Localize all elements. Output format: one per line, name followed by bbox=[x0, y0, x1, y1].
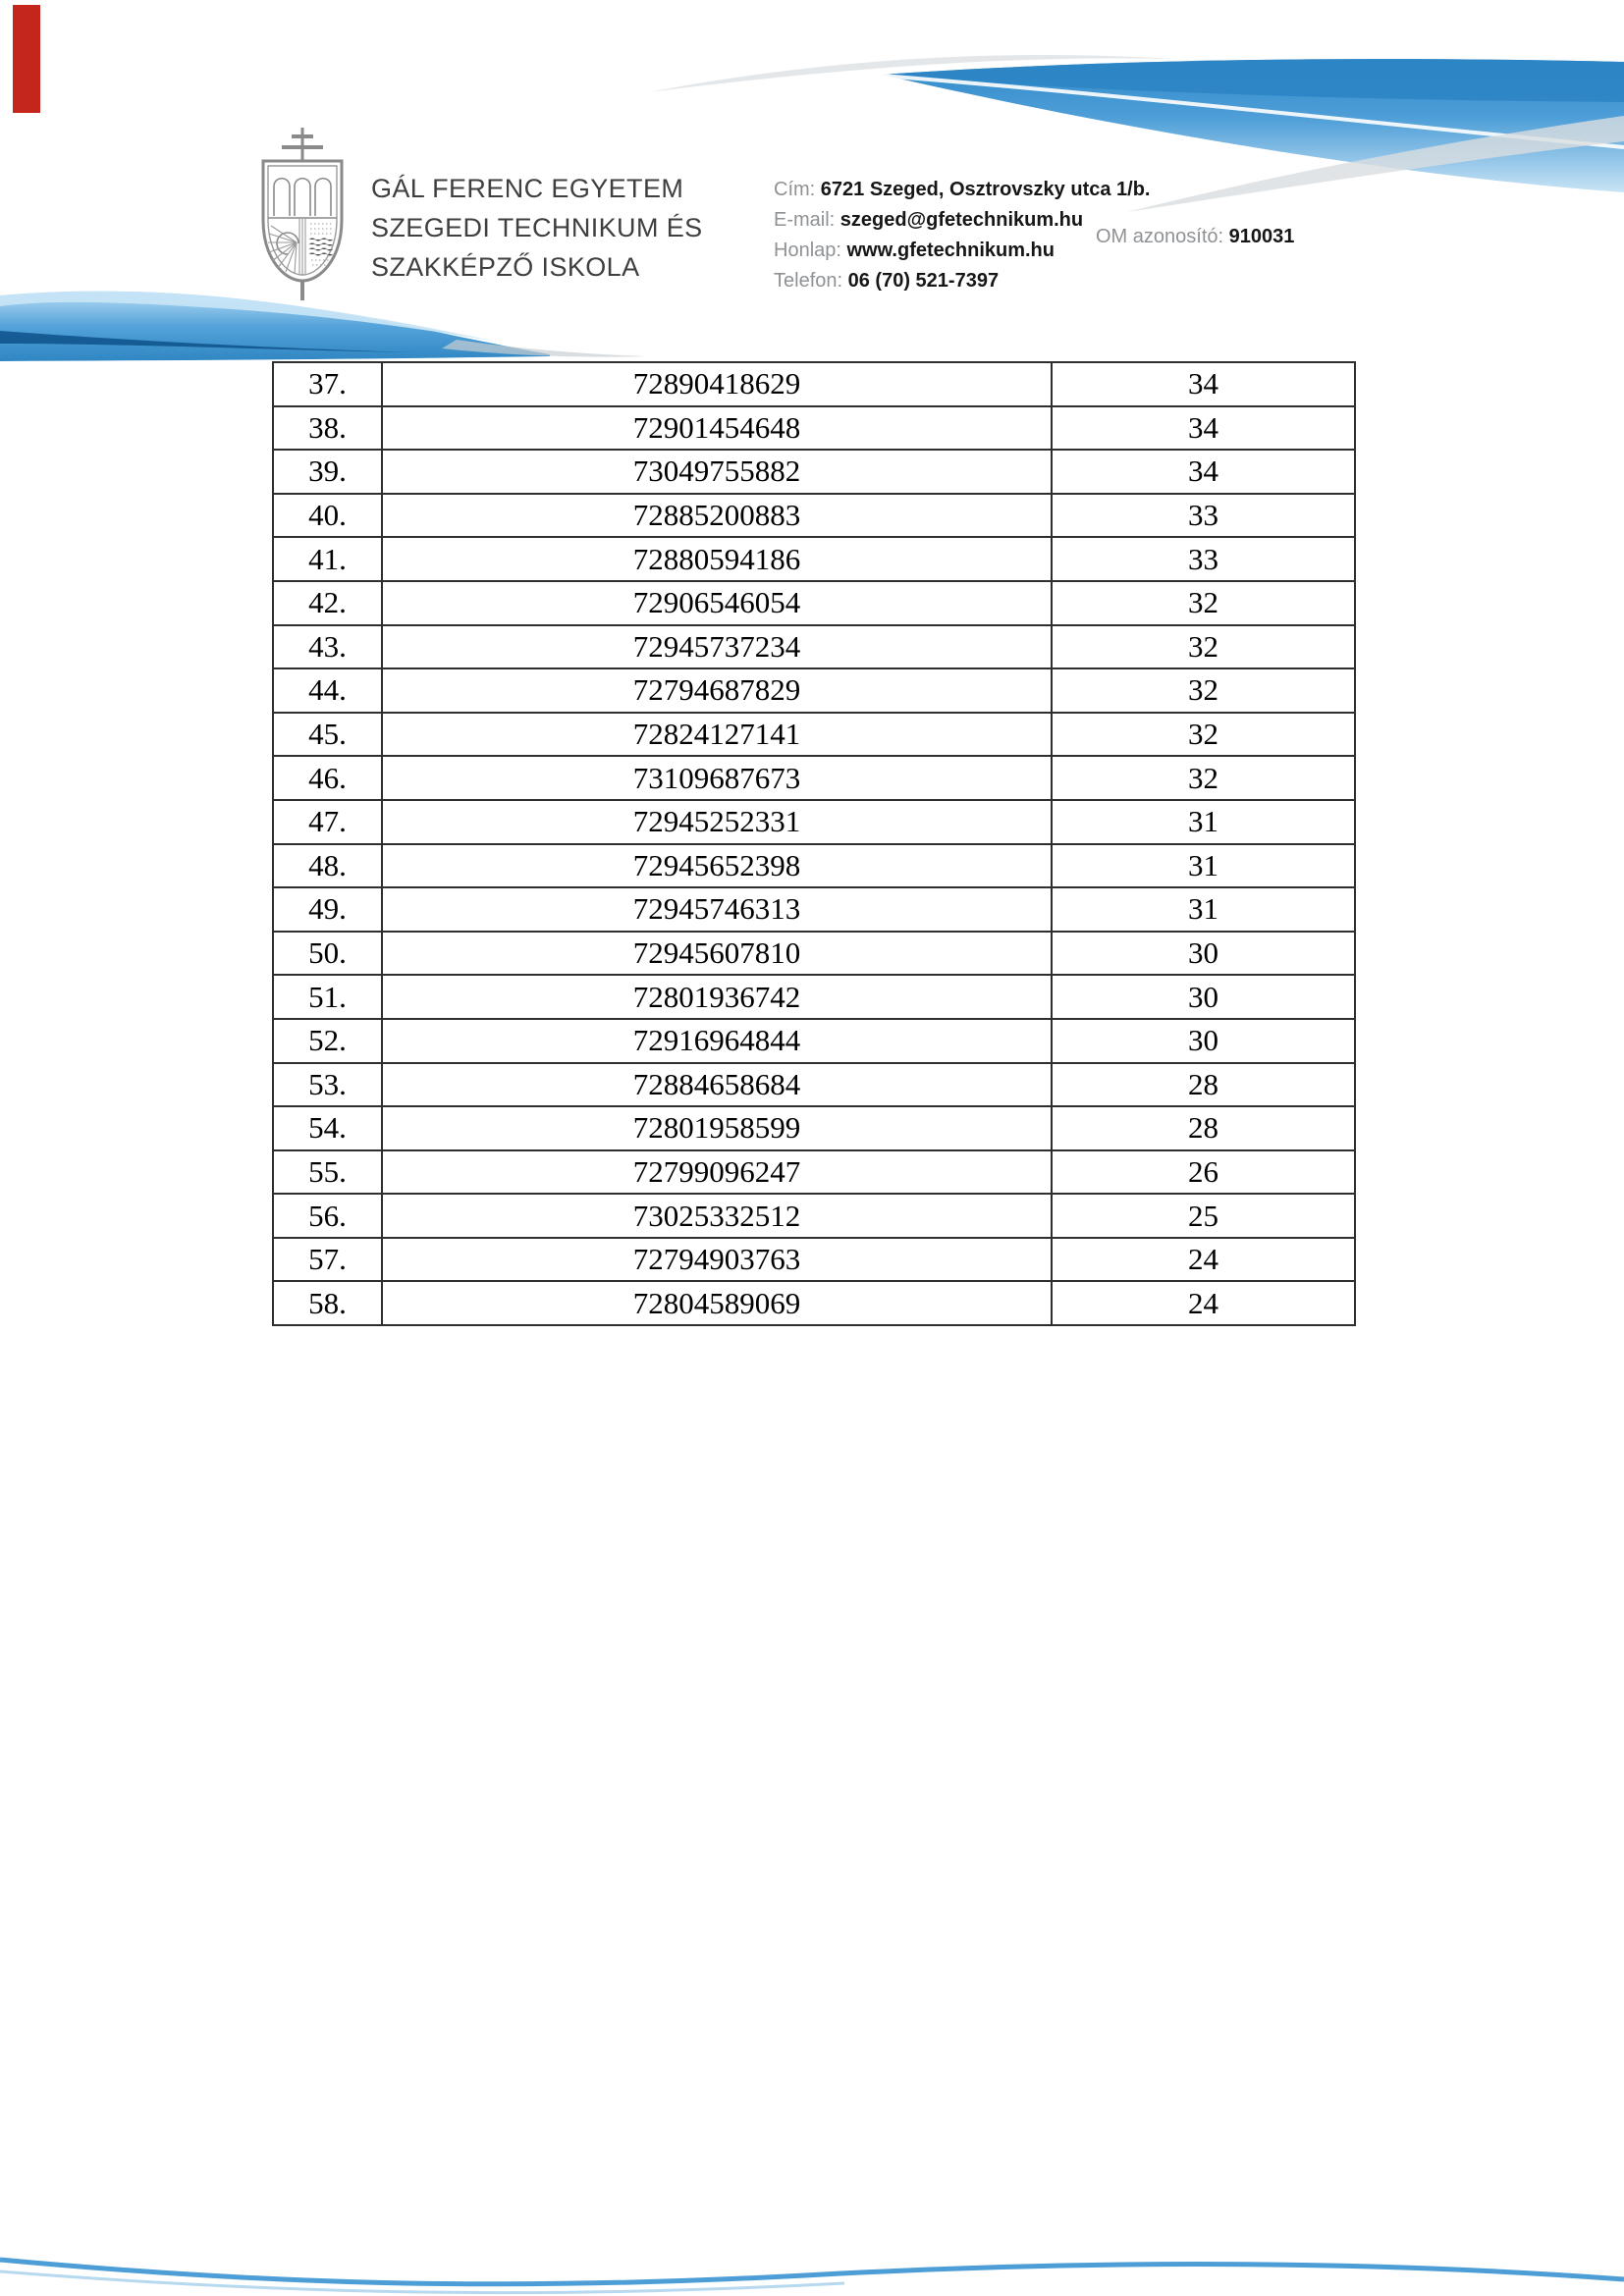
result-row bbox=[273, 494, 1355, 538]
rank-cell: 37. bbox=[273, 362, 382, 406]
score-cell: 31 bbox=[1052, 800, 1355, 844]
rank-cell: 40. bbox=[273, 494, 382, 538]
score-cell: 32 bbox=[1052, 713, 1355, 757]
score-cell: 30 bbox=[1052, 975, 1355, 1019]
result-row bbox=[273, 668, 1355, 713]
score-cell: 26 bbox=[1052, 1150, 1355, 1195]
rank-cell: 44. bbox=[273, 668, 382, 713]
crest-shield bbox=[263, 161, 342, 300]
result-row bbox=[273, 932, 1355, 976]
score-cell: 24 bbox=[1052, 1281, 1355, 1325]
school-name-line: SZEGEDI TECHNIKUM ÉS bbox=[371, 213, 703, 242]
result-row bbox=[273, 406, 1355, 451]
rank-cell: 46. bbox=[273, 756, 382, 800]
score-cell: 31 bbox=[1052, 887, 1355, 932]
applicant-id-cell: 72945737234 bbox=[382, 625, 1052, 669]
applicant-id-cell: 72890418629 bbox=[382, 362, 1052, 406]
result-row bbox=[273, 581, 1355, 625]
score-cell: 28 bbox=[1052, 1063, 1355, 1107]
applicant-id-cell: 72801958599 bbox=[382, 1106, 1052, 1150]
result-row bbox=[273, 887, 1355, 932]
applicant-id-cell: 72916964844 bbox=[382, 1019, 1052, 1063]
contact-address-row bbox=[774, 175, 1150, 205]
score-cell: 25 bbox=[1052, 1194, 1355, 1238]
phone-label: Telefon: bbox=[774, 270, 843, 292]
score-cell: 34 bbox=[1052, 362, 1355, 406]
rank-cell: 55. bbox=[273, 1150, 382, 1195]
applicant-id-cell: 72906546054 bbox=[382, 581, 1052, 625]
result-row bbox=[273, 800, 1355, 844]
applicant-id-cell: 72901454648 bbox=[382, 406, 1052, 451]
result-row bbox=[273, 713, 1355, 757]
applicant-id-cell: 72794687829 bbox=[382, 668, 1052, 713]
rank-cell: 53. bbox=[273, 1063, 382, 1107]
rank-cell: 50. bbox=[273, 932, 382, 976]
result-row bbox=[273, 1106, 1355, 1150]
address-label: Cím: bbox=[774, 179, 816, 200]
phone-value: 06 (70) 521-7397 bbox=[847, 270, 1000, 292]
contact-phone-row bbox=[774, 266, 1150, 296]
rank-cell: 39. bbox=[273, 450, 382, 494]
result-row bbox=[273, 844, 1355, 888]
email-label: E-mail: bbox=[774, 209, 836, 231]
result-row bbox=[273, 537, 1355, 581]
school-name-line: GÁL FERENC EGYETEM bbox=[371, 174, 684, 203]
result-row bbox=[273, 1063, 1355, 1107]
rank-cell: 58. bbox=[273, 1281, 382, 1325]
applicant-id-cell: 72804589069 bbox=[382, 1281, 1052, 1325]
applicant-id-cell: 72801936742 bbox=[382, 975, 1052, 1019]
result-row bbox=[273, 1150, 1355, 1195]
score-cell: 34 bbox=[1052, 406, 1355, 451]
applicant-id-cell: 72799096247 bbox=[382, 1150, 1052, 1195]
rank-cell: 56. bbox=[273, 1194, 382, 1238]
result-row bbox=[273, 625, 1355, 669]
rank-cell: 45. bbox=[273, 713, 382, 757]
score-cell: 32 bbox=[1052, 756, 1355, 800]
result-row bbox=[273, 756, 1355, 800]
result-row bbox=[273, 1194, 1355, 1238]
om-id-block bbox=[1096, 226, 1294, 248]
email-value: szeged@gfetechnikum.hu bbox=[839, 209, 1084, 231]
applicant-id-cell: 72945607810 bbox=[382, 932, 1052, 976]
rank-cell: 54. bbox=[273, 1106, 382, 1150]
crest-cross bbox=[282, 128, 323, 161]
applicant-id-cell: 72945652398 bbox=[382, 844, 1052, 888]
applicant-id-cell: 72794903763 bbox=[382, 1238, 1052, 1282]
score-cell: 34 bbox=[1052, 450, 1355, 494]
results-table bbox=[272, 361, 1356, 1326]
applicant-id-cell: 72885200883 bbox=[382, 494, 1052, 538]
score-cell: 31 bbox=[1052, 844, 1355, 888]
rank-cell: 47. bbox=[273, 800, 382, 844]
score-cell: 30 bbox=[1052, 932, 1355, 976]
applicant-id-cell: 72945252331 bbox=[382, 800, 1052, 844]
score-cell: 33 bbox=[1052, 537, 1355, 581]
rank-cell: 48. bbox=[273, 844, 382, 888]
score-cell: 28 bbox=[1052, 1106, 1355, 1150]
om-id-label: OM azonosító: bbox=[1096, 226, 1224, 247]
rank-cell: 52. bbox=[273, 1019, 382, 1063]
applicant-id-cell: 73025332512 bbox=[382, 1194, 1052, 1238]
rank-cell: 38. bbox=[273, 406, 382, 451]
results-table-body bbox=[273, 362, 1355, 1325]
rank-cell: 51. bbox=[273, 975, 382, 1019]
applicant-id-cell: 72880594186 bbox=[382, 537, 1052, 581]
school-name-line: SZAKKÉPZŐ ISKOLA bbox=[371, 252, 640, 282]
rank-cell: 43. bbox=[273, 625, 382, 669]
result-row bbox=[273, 975, 1355, 1019]
result-row bbox=[273, 450, 1355, 494]
applicant-id-cell: 72824127141 bbox=[382, 713, 1052, 757]
result-row bbox=[273, 1281, 1355, 1325]
address-value: 6721 Szeged, Osztrovszky utca 1/b. bbox=[820, 179, 1151, 200]
score-cell: 33 bbox=[1052, 494, 1355, 538]
contact-block bbox=[774, 175, 1150, 296]
rank-cell: 57. bbox=[273, 1238, 382, 1282]
result-row bbox=[273, 1019, 1355, 1063]
score-cell: 30 bbox=[1052, 1019, 1355, 1063]
red-accent-bar bbox=[13, 5, 40, 113]
score-cell: 32 bbox=[1052, 581, 1355, 625]
applicant-id-cell: 73049755882 bbox=[382, 450, 1052, 494]
school-crest-logo bbox=[253, 124, 352, 308]
school-name bbox=[371, 169, 703, 287]
contact-website-row bbox=[774, 236, 1150, 266]
applicant-id-cell: 73109687673 bbox=[382, 756, 1052, 800]
score-cell: 32 bbox=[1052, 625, 1355, 669]
result-row bbox=[273, 362, 1355, 406]
applicant-id-cell: 72884658684 bbox=[382, 1063, 1052, 1107]
score-cell: 24 bbox=[1052, 1238, 1355, 1282]
contact-email-row bbox=[774, 205, 1150, 236]
footer-wave-line bbox=[0, 2260, 1624, 2284]
om-id-value: 910031 bbox=[1228, 226, 1295, 247]
rank-cell: 49. bbox=[273, 887, 382, 932]
website-value: www.gfetechnikum.hu bbox=[846, 240, 1055, 261]
rank-cell: 41. bbox=[273, 537, 382, 581]
applicant-id-cell: 72945746313 bbox=[382, 887, 1052, 932]
score-cell: 32 bbox=[1052, 668, 1355, 713]
rank-cell: 42. bbox=[273, 581, 382, 625]
result-row bbox=[273, 1238, 1355, 1282]
website-label: Honlap: bbox=[774, 240, 841, 261]
